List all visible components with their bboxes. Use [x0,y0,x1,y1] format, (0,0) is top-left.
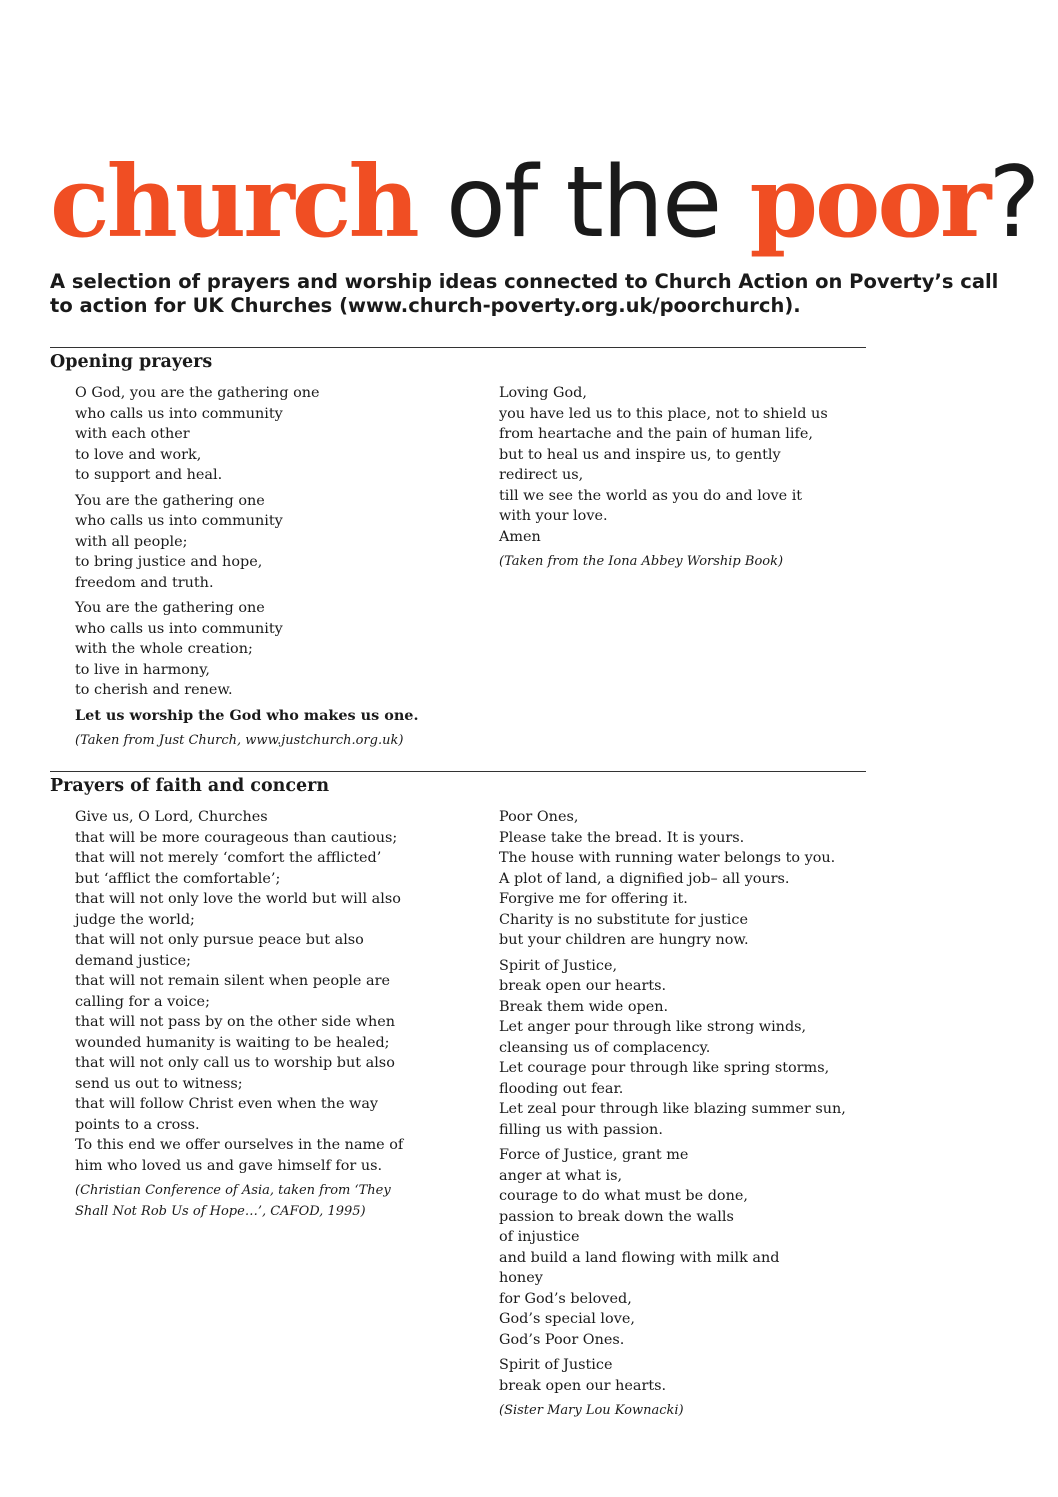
page-title [50,143,1040,263]
faith-prayer-left [75,807,475,1227]
opening-closing-line: Let us worship the God who makes us one. [75,706,419,724]
opening-right-stanza: Loving God, you have led us to this place, not to shield us from heartache and the pain of human life, but to heal us and inspire us, to gently redirect us, till we see the world as you do and love it with your love. Amen [499,385,828,545]
faith-prayer-right [499,807,869,1427]
faith-left-source: (Christian Conference of Asia, taken from ‘They Shall Not Rob Us of Hope…’, CAFOD, 1995) [75,1183,391,1219]
opening-left-source: (Taken from Just Church, www.justchurch.org.uk) [75,733,404,748]
section-heading-faith: Prayers of faith and concern [50,776,330,796]
faith-right-stanza-2: Spirit of Justice, break open our hearts. Break them wide open. Let anger pour through like strong winds, cleansing us of complacency. Let courage pour through like spring storms, flooding out fear. Let zeal pour through like blazing summer sun, filling us with passion. [499,957,846,1138]
opening-stanza-3: You are the gathering one who calls us into community with the whole creation; to live in harmony, to cherish and renew. [75,600,283,698]
title-church: church [50,145,417,260]
faith-left-stanza: Give us, O Lord, Churches that will be more courageous than cautious; that will not merely ‘comfort the afflicted’ but ‘afflict the comfortable’; that will not only love the world but will also judge the world; that will not only pursue peace but also demand justice; that will not remain silent when people are calling for a voice; that will not pass by on the other side when wounded humanity is waiting to be healed; that will not only call us to worship but also send us out to witness; that will follow Christ even when the way points to a cross. To this end we offer ourselves in the name of him who loved us and gave himself for us. [75,809,404,1174]
title-poor: poor [749,145,989,260]
faith-right-stanza-3: Force of Justice, grant me anger at what is, courage to do what must be done, passion to break down the walls of injustice and build a land flowing with milk and honey for God’s beloved, God’s special love, God’s Poor Ones. [499,1147,780,1348]
opening-stanza-1: O God, you are the gathering one who calls us into community with each other to love and work, to support and heal. [75,385,320,483]
section-divider-opening [50,347,866,348]
faith-right-stanza-4: Spirit of Justice break open our hearts. [499,1357,667,1394]
section-divider-faith [50,771,866,772]
opening-stanza-2: You are the gathering one who calls us into community with all people; to bring justice and hope, freedom and truth. [75,492,283,591]
faith-right-stanza-1: Poor Ones, Please take the bread. It is yours. The house with running water belongs to you. A plot of land, a dignified job– all yours. Forgive me for offering it. Charity is no substitute for justice but your children are hungry now. [499,809,836,948]
opening-right-source: (Taken from the Iona Abbey Worship Book) [499,554,784,569]
opening-prayer-right [499,383,869,578]
opening-prayer-left [75,383,475,757]
faith-right-source: (Sister Mary Lou Kownacki) [499,1403,684,1418]
title-question-mark: ? [988,146,1039,260]
page-subtitle: A selection of prayers and worship ideas connected to Church Action on Poverty’s call to action for UK Churches (www.church-poverty.org.uk/poorchurch). [50,270,999,317]
section-heading-opening: Opening prayers [50,352,213,372]
title-of-the: of the [416,146,750,260]
